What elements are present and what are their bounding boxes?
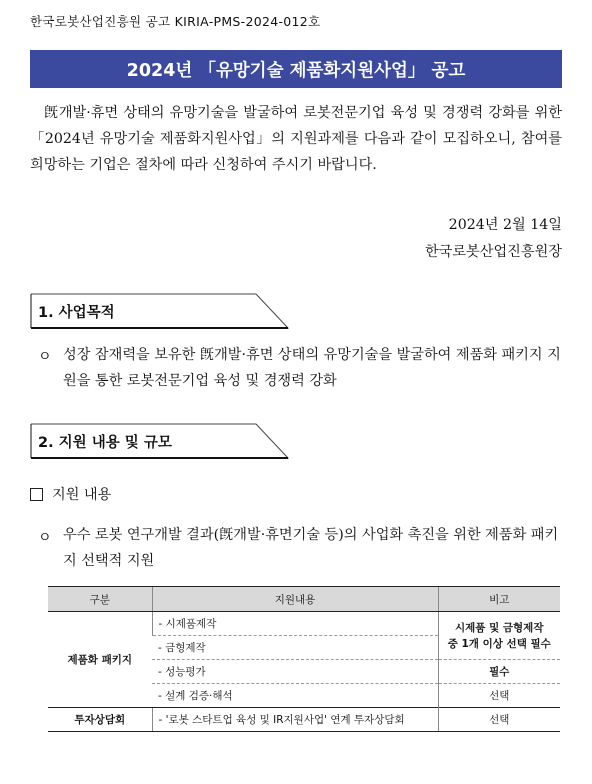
intro-paragraph: 旣개발·휴면 상태의 유망기술을 발굴하여 로봇전문기업 육성 및 경쟁력 강화를 위한 「2024년 유망기술 제품화지원사업」의 지원과제를 다음과 같이 모집하오니, 참여를 희망하는 기업은 절차에 따라 신청하여 주시기 바랍니다. [30, 105, 562, 173]
notice-number: 한국로봇산업진흥원 공고 KIRIA-PMS-2024-012호 [30, 14, 321, 29]
bullet-marker: ㅇ [38, 349, 52, 365]
table-cell: - 설계 검증·해석 [158, 690, 233, 702]
section-heading-support [30, 423, 290, 459]
bullet-marker: ㅇ [38, 530, 52, 546]
support-table [48, 586, 560, 732]
notice-date: 2024년 2월 14일 [448, 217, 562, 233]
table-note-cell: 필수 [438, 660, 560, 684]
section-heading-label: 1. 사업목적 [38, 305, 115, 321]
table-group-label: 제품화 패키지 [67, 654, 132, 666]
purpose-bullet: 성장 잠재력을 보유한 旣개발·휴면 상태의 유망기술을 발굴하여 제품화 패키지 지원을 통한 로봇전문기업 육성 및 경쟁력 강화 [63, 347, 561, 389]
table-row [48, 612, 560, 636]
table-header-row [48, 587, 560, 612]
support-content-label: 지원 내용 [52, 487, 112, 503]
table-header-cell: 구분 [48, 587, 152, 612]
issuer-name: 한국로봇산업진흥원장 [424, 244, 562, 260]
section-heading-label: 2. 지원 내용 및 규모 [38, 435, 172, 451]
table-note-cell: 선택 [438, 684, 560, 708]
table-cell: - '로봇 스타트업 육성 및 IR지원사업' 연계 투자상담회 [152, 708, 438, 732]
table-row [48, 708, 560, 732]
section-heading-purpose [30, 293, 290, 329]
table-note-cell: 시제품 및 금형제작 중 1개 이상 선택 필수 [438, 612, 560, 660]
table-group-label: 투자상담회 [48, 708, 152, 732]
table-note-cell: 선택 [438, 708, 560, 732]
page-title: 2024년 「유망기술 제품화지원사업」 공고 [30, 50, 562, 88]
table-cell: - 시제품제작 [152, 612, 438, 636]
table-header-cell: 비고 [438, 587, 560, 612]
table-header-cell: 지원내용 [152, 587, 438, 612]
table-cell: - 성능평가 [152, 660, 438, 684]
checkbox-square-icon [30, 488, 43, 501]
table-cell: - 금형제작 [152, 636, 438, 660]
support-bullet: 우수 로봇 연구개발 결과(旣개발·휴면기술 등)의 사업화 촉진을 위한 제품화 패키지 선택적 지원 [63, 527, 559, 569]
